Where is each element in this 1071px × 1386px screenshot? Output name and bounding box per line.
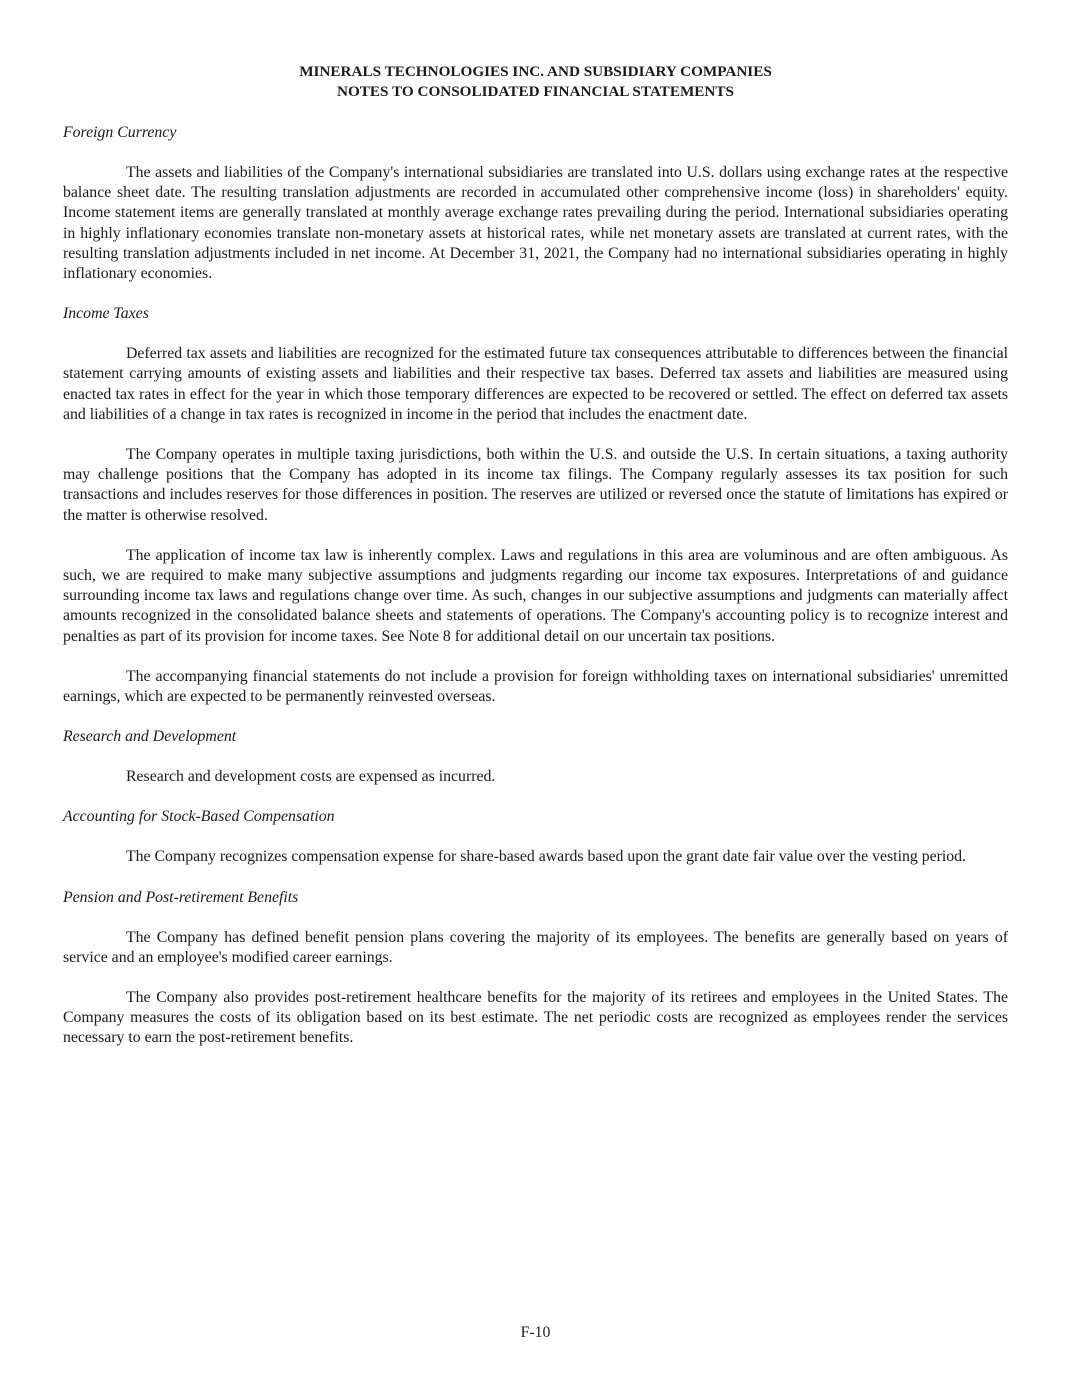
paragraph-pension-1: The Company has defined benefit pension plans covering the majority of its employees. The benefits are generally based on years of service and an employee's modified career earnings. [63,928,1008,966]
section-title-stock-comp: Accounting for Stock-Based Compensation [63,808,335,826]
paragraph-pension-2: The Company also provides post-retirement healthcare benefits for the majority of its retirees and employees in the United States. The Company measures the costs of its obligation based on its best estimate. The net periodic costs are recognized as employees render the services necessary to earn the post-retirement benefits. [63,989,1008,1047]
paragraph-stock-comp: The Company recognizes compensation expense for share-based awards based upon the grant date fair value over the vesting period. [126,848,967,866]
paragraph-income-taxes-4: The accompanying financial statements do not include a provision for foreign withholding taxes on international subsidiaries' unremitted earnings, which are expected to be permanently reinvested overseas. [63,667,1008,706]
page-number: F-10 [520,1324,551,1341]
paragraph-foreign-currency: The assets and liabilities of the Company's international subsidiaries are translated into U.S. dollars using exchange rates at the respective balance sheet date. The resulting translation adjustments are recorded in accumulated other comprehensive income (loss) in shareholders' equity. Income statement items are generally translated at monthly average exchange rates prevailing during the period. International subsidiaries operating in highly inflationary economies translate non-monetary assets at historical rates, while net monetary assets are translated at current rates, with the resulting translation adjustments included in net income. At December 31, 2021, the Company had no international subsidiaries operating in highly inflationary economies. [63,164,1008,283]
company-name-heading: MINERALS TECHNOLOGIES INC. AND SUBSIDIARY COMPANIES [299,63,772,80]
paragraph-research: Research and development costs are expensed as incurred. [126,768,496,786]
paragraph-income-taxes-2: The Company operates in multiple taxing jurisdictions, both within the U.S. and outside the U.S. In certain situations, a taxing authority may challenge positions that the Company has adopted in its income tax filings. The Company regularly assesses its tax position for such transactions and includes reserves for those differences in position. The reserves are utilized or reversed once the statute of limitations has expired or the matter is otherwise resolved. [63,446,1008,524]
section-title-pension: Pension and Post-retirement Benefits [63,888,299,906]
section-title-income-taxes: Income Taxes [63,305,149,323]
document-page [63,62,1008,1049]
paragraph-income-taxes-3: The application of income tax law is inherently complex. Laws and regulations in this area are voluminous and are often ambiguous. As such, we are required to make many subjective assumptions and judgments regarding our income tax exposures. Interpretations of and guidance surrounding income tax laws and regulations change over time. As such, changes in our subjective assumptions and judgments can materially affect amounts recognized in the consolidated balance sheets and statements of operations. The Company's accounting policy is to recognize interest and penalties as part of its provision for income taxes. See Note 8 for additional detail on our uncertain tax positions. [63,546,1008,645]
notes-heading: NOTES TO CONSOLIDATED FINANCIAL STATEMENTS [337,83,734,100]
section-title-research: Research and Development [63,728,237,746]
section-title-foreign-currency: Foreign Currency [63,124,177,141]
page-header [63,62,1008,102]
paragraph-income-taxes-1: Deferred tax assets and liabilities are recognized for the estimated future tax consequences attributable to differences between the financial statement carrying amounts of existing assets and liabilities and their respective tax bases. Deferred tax assets and liabilities are measured using enacted tax rates in effect for the year in which those temporary differences are expected to be recovered or settled. The effect on deferred tax assets and liabilities of a change in tax rates is recognized in income in the period that includes the enactment date. [63,345,1008,423]
